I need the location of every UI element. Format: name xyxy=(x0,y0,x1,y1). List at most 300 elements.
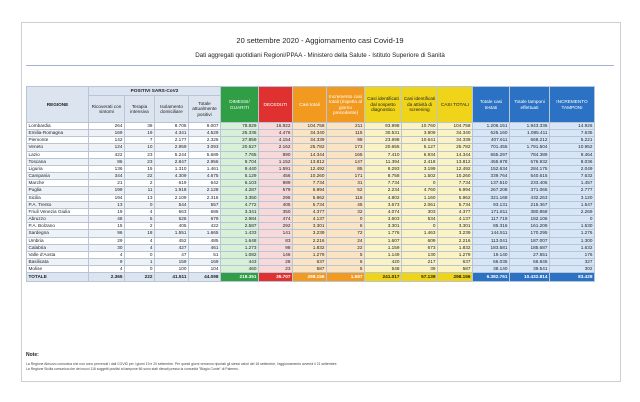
casi-testati-cell: 267.208 xyxy=(473,187,510,194)
tamponi-cell: 215.367 xyxy=(510,201,550,208)
guariti-cell: 1.273 xyxy=(221,244,259,251)
guariti-cell: 2.587 xyxy=(221,223,259,230)
totale-positivi-cell: 557 xyxy=(189,201,221,208)
casi-totali-2-cell: 3.239 xyxy=(438,230,473,237)
isolamento-cell: 2.847 xyxy=(155,158,189,165)
casi-testati-cell: 93.131 xyxy=(473,201,510,208)
guariti-cell: 1.433 xyxy=(221,230,259,237)
region-name: Liguria xyxy=(27,165,89,172)
table-row xyxy=(27,173,595,180)
guariti-cell: 1.082 xyxy=(221,251,259,258)
incremento-tamponi-cell: 7.632 xyxy=(550,173,595,180)
region-name: Abruzzo xyxy=(27,216,89,223)
tamponi-cell: 371.065 xyxy=(510,187,550,194)
terapia-cell: 18 xyxy=(125,230,155,237)
ricoverati-cell: 4 xyxy=(89,251,125,258)
total-tamponi-cell: 10.432.814 xyxy=(510,273,550,282)
total-guariti-cell: 218.351 xyxy=(221,273,259,282)
casi-totali-cell: 587 xyxy=(293,266,327,273)
region-name: Piemonte xyxy=(27,137,89,144)
region-name: Marche xyxy=(27,180,89,187)
note-line: La Regione Abruzzo comunica che non sono pervenuti i dati COVID per i giorni 19 e 20 settembre. Per questi giorni verranno riportati gli stessi valori del 18 settembre, l'aggiornamento avverrà il 21 settembre. xyxy=(26,362,338,366)
incremento-tamponi-cell: 1.276 xyxy=(550,230,595,237)
incremento-casi-cell: 52 xyxy=(327,187,365,194)
incremento-tamponi-cell: 10.952 xyxy=(550,144,595,151)
guariti-cell: 3.341 xyxy=(221,208,259,215)
casi-totali-cell: 25.782 xyxy=(293,144,327,151)
totale-positivi-cell: 1.665 xyxy=(189,230,221,237)
tamponi-cell: 187.007 xyxy=(510,237,550,244)
terapia-cell: 0 xyxy=(125,251,155,258)
region-name: Toscana xyxy=(27,158,89,165)
header-regione: REGIONE xyxy=(27,87,89,123)
screening-cell: 673 xyxy=(402,244,438,251)
terapia-cell: 10 xyxy=(125,144,155,151)
report-title: 20 settembre 2020 - Aggiornamento casi Covid-19 xyxy=(236,36,404,45)
screening-cell: 0 xyxy=(402,180,438,187)
incremento-casi-cell: 165 xyxy=(327,151,365,158)
casi-testati-cell: 117.719 xyxy=(473,216,510,223)
table-row xyxy=(27,223,595,230)
ricoverati-cell: 13 xyxy=(89,201,125,208)
tamponi-cell: 284.175 xyxy=(510,165,550,172)
incremento-casi-cell: 171 xyxy=(327,173,365,180)
isolamento-cell: 1.310 xyxy=(155,165,189,172)
incremento-casi-cell: 98 xyxy=(327,137,365,144)
table-row xyxy=(27,237,595,244)
total-casi-totali-2-cell: 298.156 xyxy=(438,273,473,282)
sospetto-cell: 4.074 xyxy=(365,208,402,215)
deceduti-cell: 1.591 xyxy=(259,165,293,172)
totale-positivi-cell: 686 xyxy=(189,208,221,215)
guariti-cell: 4.287 xyxy=(221,187,259,194)
total-region-name: TOTALE xyxy=(27,273,89,282)
title-divider xyxy=(26,65,614,66)
sospetto-cell: 1.149 xyxy=(365,251,402,258)
incremento-tamponi-cell: 3.120 xyxy=(550,194,595,201)
guariti-cell: 2.984 xyxy=(221,216,259,223)
totale-positivi-cell: 642 xyxy=(189,180,221,187)
casi-testati-cell: 85.316 xyxy=(473,223,510,230)
casi-testati-cell: 152.634 xyxy=(473,165,510,172)
incremento-tamponi-cell: 2.049 xyxy=(550,165,595,172)
casi-testati-cell: 625.160 xyxy=(473,130,510,137)
tamponi-cell: 380.858 xyxy=(510,208,550,215)
table-row xyxy=(27,144,595,151)
ricoverati-cell: 169 xyxy=(89,130,125,137)
casi-totali-cell: 14.344 xyxy=(293,151,327,158)
table-row xyxy=(27,208,595,215)
casi-totali-2-cell: 637 xyxy=(438,258,473,265)
deceduti-cell: 28 xyxy=(259,258,293,265)
totale-positivi-cell: 2.128 xyxy=(189,187,221,194)
casi-totali-2-cell: 104.758 xyxy=(438,123,473,130)
isolamento-cell: 405 xyxy=(155,223,189,230)
terapia-cell: 4 xyxy=(125,208,155,215)
terapia-cell: 0 xyxy=(125,201,155,208)
casi-totali-2-cell: 587 xyxy=(438,266,473,273)
totale-positivi-cell: 4.675 xyxy=(189,173,221,180)
total-incremento-tamponi-cell: 83.428 xyxy=(550,273,595,282)
guariti-cell: 9.440 xyxy=(221,165,259,172)
guariti-cell: 20.527 xyxy=(221,144,259,151)
total-casi-testati-cell: 6.382.761 xyxy=(473,273,510,282)
ricoverati-cell: 9 xyxy=(89,258,125,265)
ricoverati-cell: 4 xyxy=(89,266,125,273)
sospetto-cell: 3.673 xyxy=(365,201,402,208)
incremento-casi-cell: 6 xyxy=(327,223,365,230)
casi-testati-cell: 183.581 xyxy=(473,244,510,251)
tamponi-cell: 170.295 xyxy=(510,230,550,237)
incremento-tamponi-cell: 2.269 xyxy=(550,208,595,215)
guariti-cell: 25.335 xyxy=(221,130,259,137)
table-row xyxy=(27,180,595,187)
deceduti-cell: 2.162 xyxy=(259,144,293,151)
table-row xyxy=(27,151,595,158)
total-deceduti-cell: 35.707 xyxy=(259,273,293,282)
casi-totali-cell: 1.279 xyxy=(293,251,327,258)
casi-testati-cell: 19.140 xyxy=(473,251,510,258)
incremento-tamponi-cell: 5.221 xyxy=(550,137,595,144)
totale-positivi-cell: 4.529 xyxy=(189,130,221,137)
totale-positivi-cell: 104 xyxy=(189,266,221,273)
sospetto-cell: 548 xyxy=(365,266,402,273)
casi-totali-2-cell: 1.279 xyxy=(438,251,473,258)
region-name: Calabria xyxy=(27,244,89,251)
covid-data-table xyxy=(26,86,595,282)
isolamento-cell: 619 xyxy=(155,180,189,187)
total-casi-totali-cell: 298.156 xyxy=(293,273,327,282)
tamponi-cell: 784.389 xyxy=(510,151,550,158)
screening-cell: 3.809 xyxy=(402,130,438,137)
header-terapia-intensiva: Terapia intensiva xyxy=(125,96,155,123)
table-row xyxy=(27,244,595,251)
region-name: Sardegna xyxy=(27,230,89,237)
deceduti-cell: 474 xyxy=(259,216,293,223)
table-row xyxy=(27,266,595,273)
tamponi-cell: 182.106 xyxy=(510,216,550,223)
guariti-cell: 4.772 xyxy=(221,201,259,208)
incremento-tamponi-cell: 8.036 xyxy=(550,158,595,165)
casi-totali-2-cell: 4.137 xyxy=(438,216,473,223)
header-casi-testati: Totale casi testati xyxy=(473,87,510,123)
screening-cell: 217 xyxy=(402,258,438,265)
ricoverati-cell: 194 xyxy=(89,194,125,201)
isolamento-cell: 427 xyxy=(155,244,189,251)
casi-totali-cell: 10.260 xyxy=(293,173,327,180)
screening-cell: 609 xyxy=(402,237,438,244)
casi-testati-cell: 321.168 xyxy=(473,194,510,201)
incremento-casi-cell: 115 xyxy=(327,130,365,137)
header-positivi-group: POSITIVI SARS-CoV2 xyxy=(89,87,221,96)
casi-totali-2-cell: 14.344 xyxy=(438,151,473,158)
totale-positivi-cell: 422 xyxy=(189,223,221,230)
incremento-tamponi-cell: 9.464 xyxy=(550,151,595,158)
sospetto-cell: 9.293 xyxy=(365,165,402,172)
region-name: Umbria xyxy=(27,237,89,244)
tamponi-cell: 233.406 xyxy=(510,180,550,187)
sospetto-cell: 3.603 xyxy=(365,216,402,223)
deceduti-cell: 292 xyxy=(259,223,293,230)
totale-positivi-cell: 485 xyxy=(189,237,221,244)
sospetto-cell: 93.998 xyxy=(365,123,402,130)
ricoverati-cell: 30 xyxy=(89,244,125,251)
deceduti-cell: 296 xyxy=(259,194,293,201)
sospetto-cell: 20.655 xyxy=(365,144,402,151)
casi-testati-cell: 1.206.151 xyxy=(473,123,510,130)
terapia-cell: 22 xyxy=(125,173,155,180)
incremento-casi-cell: 72 xyxy=(327,230,365,237)
header-isolamento: Isolamento domiciliare xyxy=(155,96,189,123)
totale-positivi-cell: 169 xyxy=(189,258,221,265)
incremento-casi-cell: 85 xyxy=(327,165,365,172)
deceduti-cell: 16.922 xyxy=(259,123,293,130)
incremento-casi-cell: 5 xyxy=(327,266,365,273)
deceduti-cell: 890 xyxy=(259,151,293,158)
sospetto-cell: 7.410 xyxy=(365,151,402,158)
region-name: Lombardia xyxy=(27,123,89,130)
isolamento-cell: 626 xyxy=(155,216,189,223)
screening-cell: 130 xyxy=(402,251,438,258)
terapia-cell: 4 xyxy=(125,244,155,251)
tamponi-cell: 1.943.336 xyxy=(510,123,550,130)
screening-cell: 3.199 xyxy=(402,165,438,172)
screening-cell: 2.418 xyxy=(402,158,438,165)
table-row xyxy=(27,194,595,201)
casi-testati-cell: 66.035 xyxy=(473,258,510,265)
totale-positivi-cell: 1.461 xyxy=(189,165,221,172)
header-incremento-tamponi: INCREMENTO TAMPONI xyxy=(550,87,595,123)
guariti-cell: 3.350 xyxy=(221,194,259,201)
incremento-casi-cell: 5 xyxy=(327,251,365,258)
totale-positivi-cell: 461 xyxy=(189,244,221,251)
incremento-casi-cell: 0 xyxy=(327,216,365,223)
deceduti-cell: 989 xyxy=(259,180,293,187)
casi-totali-2-cell: 34.339 xyxy=(438,137,473,144)
tamponi-cell: 66.845 xyxy=(510,258,550,265)
sospetto-cell: 1.159 xyxy=(365,244,402,251)
totale-positivi-cell: 51 xyxy=(189,251,221,258)
total-totale-positivi-cell: 44.098 xyxy=(189,273,221,282)
incremento-casi-cell: 24 xyxy=(327,237,365,244)
screening-cell: 39 xyxy=(402,266,438,273)
casi-totali-cell: 5.734 xyxy=(293,201,327,208)
casi-totali-2-cell: 1.832 xyxy=(438,244,473,251)
casi-testati-cell: 137.510 xyxy=(473,180,510,187)
casi-totali-2-cell: 2.216 xyxy=(438,237,473,244)
screening-cell: 0 xyxy=(402,223,438,230)
table-row xyxy=(27,165,595,172)
table-row xyxy=(27,251,595,258)
casi-testati-cell: 144.511 xyxy=(473,230,510,237)
casi-totali-2-cell: 34.340 xyxy=(438,130,473,137)
table-body xyxy=(27,123,595,282)
isolamento-cell: 544 xyxy=(155,201,189,208)
region-name: Friuli Venezia Giulia xyxy=(27,208,89,215)
terapia-cell: 2 xyxy=(125,180,155,187)
totale-positivi-cell: 9.007 xyxy=(189,123,221,130)
ricoverati-cell: 344 xyxy=(89,173,125,180)
header-sospetto-diagnostico: Casi identificati dal sospetto diagnostico xyxy=(365,87,402,123)
table-row xyxy=(27,137,595,144)
region-name: Sicilia xyxy=(27,194,89,201)
casi-totali-2-cell: 5.962 xyxy=(438,194,473,201)
table-row xyxy=(27,258,595,265)
casi-totali-cell: 3.239 xyxy=(293,230,327,237)
terapia-cell: 15 xyxy=(125,165,155,172)
incremento-casi-cell: 211 xyxy=(327,123,365,130)
ricoverati-cell: 21 xyxy=(89,180,125,187)
ricoverati-cell: 199 xyxy=(89,187,125,194)
region-name: Veneto xyxy=(27,144,89,151)
incremento-casi-cell: 173 xyxy=(327,144,365,151)
casi-testati-cell: 113.041 xyxy=(473,237,510,244)
sospetto-cell: 1.607 xyxy=(365,237,402,244)
casi-totali-2-cell: 5.734 xyxy=(438,201,473,208)
casi-totali-cell: 12.492 xyxy=(293,165,327,172)
ricoverati-cell: 19 xyxy=(89,208,125,215)
incremento-tamponi-cell: 327 xyxy=(550,258,595,265)
screening-cell: 534 xyxy=(402,216,438,223)
header-incremento-casi: Incremento casi totali (rispetto al giorno precedente) xyxy=(327,87,365,123)
deceduti-cell: 456 xyxy=(259,173,293,180)
isolamento-cell: 159 xyxy=(155,258,189,265)
casi-testati-cell: 655.297 xyxy=(473,151,510,158)
tamponi-cell: 27.551 xyxy=(510,251,550,258)
deceduti-cell: 98 xyxy=(259,244,293,251)
casi-testati-cell: 455.978 xyxy=(473,158,510,165)
casi-totali-2-cell: 12.492 xyxy=(438,165,473,172)
total-terapia-cell: 222 xyxy=(125,273,155,282)
screening-cell: 6.934 xyxy=(402,151,438,158)
isolamento-cell: 4.309 xyxy=(155,173,189,180)
region-name: Lazio xyxy=(27,151,89,158)
totale-positivi-cell: 2.316 xyxy=(189,194,221,201)
casi-testati-cell: 407.611 xyxy=(473,137,510,144)
terapia-cell: 7 xyxy=(125,137,155,144)
total-screening-cell: 57.139 xyxy=(402,273,438,282)
header-screening: Casi identificati da attività di screening xyxy=(402,87,438,123)
header-ricoverati: Ricoverati con sintomi xyxy=(89,96,125,123)
total-row xyxy=(27,273,595,282)
incremento-tamponi-cell: 1.530 xyxy=(550,223,595,230)
incremento-tamponi-cell: 7.635 xyxy=(550,130,595,137)
guariti-cell: 7.765 xyxy=(221,151,259,158)
guariti-cell: 460 xyxy=(221,266,259,273)
tamponi-cell: 185.687 xyxy=(510,244,550,251)
total-ricoverati-cell: 2.365 xyxy=(89,273,125,282)
ricoverati-cell: 15 xyxy=(89,223,125,230)
screening-cell: 10.760 xyxy=(402,123,438,130)
guariti-cell: 1.648 xyxy=(221,237,259,244)
casi-totali-2-cell: 25.782 xyxy=(438,144,473,151)
deceduti-cell: 405 xyxy=(259,201,293,208)
incremento-tamponi-cell: 14.926 xyxy=(550,123,595,130)
sospetto-cell: 23.698 xyxy=(365,137,402,144)
incremento-tamponi-cell: 302 xyxy=(550,266,595,273)
ricoverati-cell: 48 xyxy=(89,216,125,223)
casi-totali-cell: 2.216 xyxy=(293,237,327,244)
ricoverati-cell: 264 xyxy=(89,123,125,130)
sospetto-cell: 4.802 xyxy=(365,194,402,201)
deceduti-cell: 350 xyxy=(259,208,293,215)
casi-totali-cell: 1.832 xyxy=(293,244,327,251)
casi-totali-2-cell: 6.994 xyxy=(438,187,473,194)
table-row xyxy=(27,201,595,208)
casi-totali-cell: 5.962 xyxy=(293,194,327,201)
total-isolamento-cell: 41.511 xyxy=(155,273,189,282)
ricoverati-cell: 86 xyxy=(89,158,125,165)
casi-totali-cell: 104.758 xyxy=(293,123,327,130)
screening-cell: 5.127 xyxy=(402,144,438,151)
isolamento-cell: 452 xyxy=(155,237,189,244)
region-name: Basilicata xyxy=(27,258,89,265)
incremento-tamponi-cell: 0 xyxy=(550,216,595,223)
incremento-tamponi-cell: 1.632 xyxy=(550,244,595,251)
ricoverati-cell: 136 xyxy=(89,165,125,172)
region-name: Valle d'Aosta xyxy=(27,251,89,258)
terapia-cell: 19 xyxy=(125,130,155,137)
isolamento-cell: 47 xyxy=(155,251,189,258)
screening-cell: 1.463 xyxy=(402,230,438,237)
ricoverati-cell: 29 xyxy=(89,237,125,244)
isolamento-cell: 5.244 xyxy=(155,151,189,158)
isolamento-cell: 2.109 xyxy=(155,194,189,201)
incremento-casi-cell: 32 xyxy=(327,208,365,215)
guariti-cell: 5.129 xyxy=(221,173,259,180)
casi-totali-2-cell: 7.734 xyxy=(438,180,473,187)
incremento-casi-cell: 116 xyxy=(327,194,365,201)
isolamento-cell: 100 xyxy=(155,266,189,273)
ricoverati-cell: 422 xyxy=(89,151,125,158)
report-subtitle: Dati aggregati quotidiani Regioni/PPAA - Ministero della Salute - Istituto Superiore di Sanità xyxy=(195,52,445,59)
casi-totali-cell: 6.994 xyxy=(293,187,327,194)
isolamento-cell: 1.918 xyxy=(155,187,189,194)
ricoverati-cell: 142 xyxy=(89,137,125,144)
region-name: P.A. Bolzano xyxy=(27,223,89,230)
incremento-casi-cell: 22 xyxy=(327,244,365,251)
header-dimessi-guariti: DIMESSI/ GUARITI xyxy=(221,87,259,123)
header-casi-totali: Casi totali xyxy=(293,87,327,123)
deceduti-cell: 23 xyxy=(259,266,293,273)
sospetto-cell: 3.301 xyxy=(365,223,402,230)
ricoverati-cell: 96 xyxy=(89,230,125,237)
casi-testati-cell: 701.455 xyxy=(473,144,510,151)
screening-cell: 1.160 xyxy=(402,194,438,201)
sospetto-cell: 8.758 xyxy=(365,173,402,180)
total-incremento-casi-cell: 1.587 xyxy=(327,273,365,282)
casi-totali-2-cell: 3.301 xyxy=(438,223,473,230)
isolamento-cell: 2.177 xyxy=(155,137,189,144)
totale-positivi-cell: 679 xyxy=(189,216,221,223)
deceduti-cell: 4.476 xyxy=(259,130,293,137)
incremento-tamponi-cell: 1.547 xyxy=(550,201,595,208)
casi-totali-cell: 7.734 xyxy=(293,180,327,187)
incremento-tamponi-cell: 176 xyxy=(550,251,595,258)
casi-totali-2-cell: 13.812 xyxy=(438,158,473,165)
table-row xyxy=(27,130,595,137)
table-row xyxy=(27,123,595,130)
tamponi-cell: 540.615 xyxy=(510,173,550,180)
casi-totali-cell: 4.137 xyxy=(293,216,327,223)
screening-cell: 2.061 xyxy=(402,201,438,208)
tamponi-cell: 161.209 xyxy=(510,223,550,230)
isolamento-cell: 663 xyxy=(155,208,189,215)
table-row xyxy=(27,187,595,194)
totale-positivi-cell: 5.689 xyxy=(189,151,221,158)
casi-totali-cell: 3.301 xyxy=(293,223,327,230)
tamponi-cell: 676.932 xyxy=(510,158,550,165)
